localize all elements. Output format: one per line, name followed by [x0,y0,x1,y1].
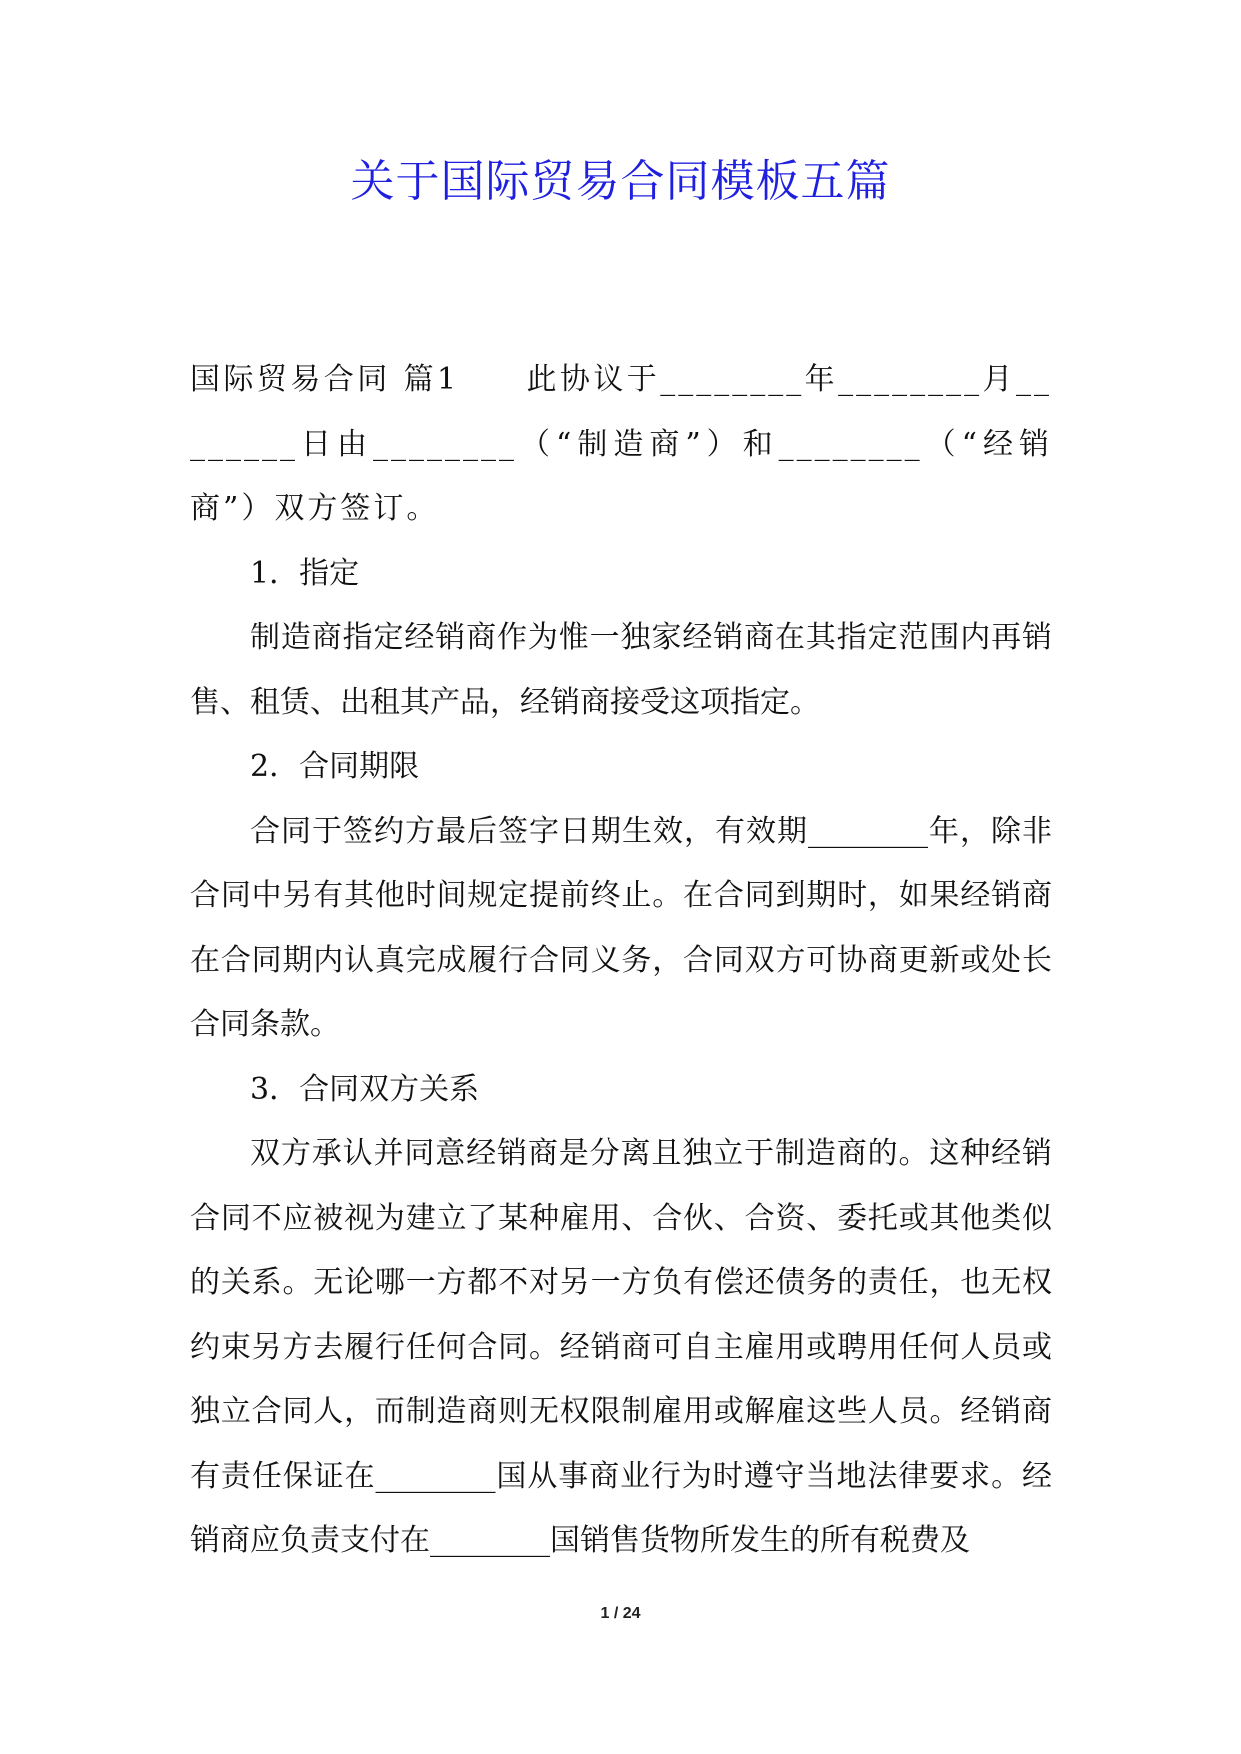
section-paragraph-relationship: 双方承认并同意经销商是分离且独立于制造商的。这种经销合同不应被视为建立了某种雇用、合伙、合资、委托或其他类似的关系。无论哪一方都不对另一方负有偿还债务的责任，也无权约束另方去履行任何合同。经销商可自主雇用或聘用任何人员或独立合同人，而制造商则无权限制雇用或解雇这些人员。经销商有责任保证在________国从事商业行为时遵守当地法律要求。经销商应负责支付在________国销售货物所发生的所有税费及 [190,1136,1052,1558]
document-body [190,348,1052,1574]
intro-paragraph: 国际贸易合同 篇1 此协议于________年________月________日由________（“制造商”）和________（“经销商”）双方签订。 [190,362,1052,526]
section-heading-relationship: 3．合同双方关系 [250,1071,480,1107]
page-number: 1 / 24 [600,1605,641,1622]
section-paragraph-designation: 制造商指定经销商作为惟一独家经销商在其指定范围内再销售、租赁、出租其产品，经销商接受这项指定。 [190,620,1052,720]
section-heading-designation: 1．指定 [250,555,360,591]
document-title: 关于国际贸易合同模板五篇 [350,156,891,207]
section-paragraph-term: 合同于签约方最后签字日期生效，有效期________年，除非合同中另有其他时间规定提前终止。在合同到期时，如果经销商在合同期内认真完成履行合同义务，合同双方可协商更新或处长合同条款。 [190,813,1052,1042]
section-heading-term: 2．合同期限 [250,749,420,784]
